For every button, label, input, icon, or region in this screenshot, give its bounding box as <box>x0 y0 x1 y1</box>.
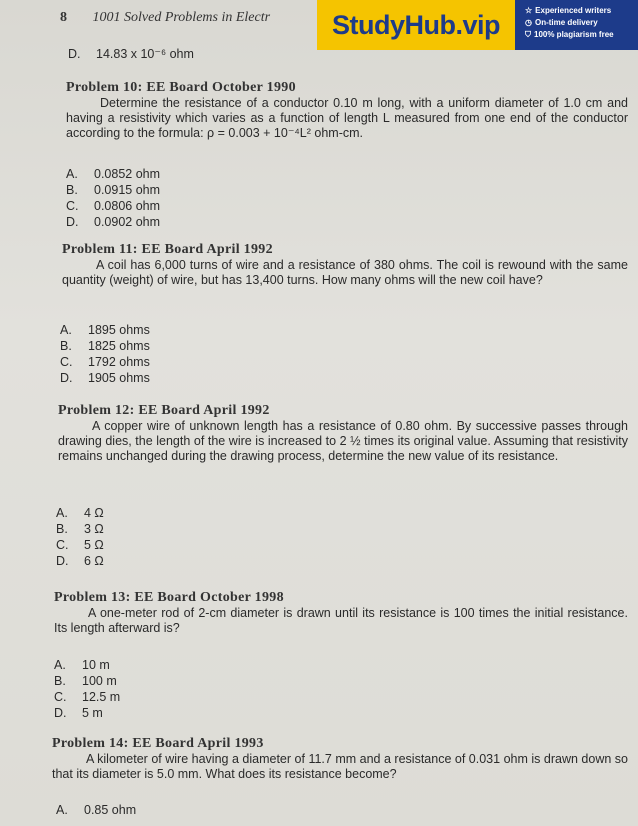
option-b: B. 3 Ω <box>56 522 104 536</box>
option-c: C. 1792 ohms <box>60 355 150 369</box>
option-d: D. 0.0902 ohm <box>66 215 161 229</box>
problem-11 <box>62 242 628 288</box>
problem-title: Problem 10: EE Board October 1990 <box>66 80 296 95</box>
option-a: A. 0.85 ohm <box>56 803 137 817</box>
problem-12 <box>58 403 628 464</box>
prev-answer-option <box>68 46 194 62</box>
problem-text: A copper wire of unknown length has a resistance of 0.80 ohm. By successive passes through drawing dies, the length of the wire is increased to 2 ½ times its original value. Assuming that resistivity remains unchanged during the drawing process, determine the new value of its resistance. <box>58 419 628 463</box>
problem-text: A kilometer of wire having a diameter of 11.7 mm and a resistance of 0.031 ohm is drawn down so that its diameter is 5.0 mm. What does its resistance become? <box>52 752 628 781</box>
problem-title: Problem 14: EE Board April 1993 <box>52 736 264 751</box>
option-a: A. 1895 ohms <box>60 323 150 337</box>
option-b: B. 1825 ohms <box>60 339 150 353</box>
brand-logo[interactable]: StudyHub.vip <box>317 0 515 50</box>
option-c: C. 12.5 m <box>54 690 121 704</box>
clock-icon: ◷ <box>525 18 532 27</box>
option-letter: D. <box>68 47 81 61</box>
feature-item: ☆ Experienced writers <box>525 6 612 15</box>
star-icon: ☆ <box>525 6 533 15</box>
problem-text: Determine the resistance of a conductor 0.10 m long, with a uniform diameter of 1.0 cm and having a resistivity which varies as a function of length L measured from one end of the conductor according to the formula: ρ = 0.003 + 10⁻⁴L² ohm-cm. <box>66 96 628 140</box>
feature-item: ◷ On-time delivery <box>525 18 598 27</box>
option-b: B. 100 m <box>54 674 117 688</box>
problem-title: Problem 11: EE Board April 1992 <box>62 242 273 257</box>
option-a: A. 4 Ω <box>56 506 104 520</box>
option-b: B. 0.0915 ohm <box>66 183 161 197</box>
book-title: 1001 Solved Problems in Electr <box>92 10 271 25</box>
option-c: C. 0.0806 ohm <box>66 199 161 213</box>
option-a: A. 0.0852 ohm <box>66 167 161 181</box>
problem-14-options <box>56 802 136 818</box>
problem-13 <box>54 590 628 636</box>
problem-13-options <box>54 657 120 721</box>
studyhub-banner[interactable] <box>317 0 638 50</box>
problem-11-options <box>60 322 150 386</box>
feature-item: ⛉ 100% plagiarism free <box>525 30 614 39</box>
problem-text: A one-meter rod of 2-cm diameter is drawn until its resistance is 100 times the initial resistance. Its length afterward is? <box>54 606 628 635</box>
option-a: A. 10 m <box>54 658 110 672</box>
option-text: 14.83 x 10⁻⁶ ohm <box>96 47 194 61</box>
problem-14 <box>52 736 628 782</box>
problem-10-options <box>66 166 160 230</box>
feature-list <box>515 0 638 50</box>
option-d: D. 5 m <box>54 706 103 720</box>
option-d: D. 1905 ohms <box>60 371 150 385</box>
problem-title: Problem 13: EE Board October 1998 <box>54 590 284 605</box>
problem-title: Problem 12: EE Board April 1992 <box>58 403 270 418</box>
option-c: C. 5 Ω <box>56 538 104 552</box>
problem-12-options <box>56 505 104 569</box>
option-d: D. 6 Ω <box>56 554 104 568</box>
problem-text: A coil has 6,000 turns of wire and a resistance of 380 ohms. The coil is rewound with the same quantity (weight) of wire, but has 13,400 turns. How many ohms will the new coil have? <box>62 258 628 287</box>
shield-icon: ⛉ <box>525 30 531 39</box>
page-header <box>60 10 270 26</box>
problem-10 <box>66 80 628 141</box>
page-number: 8 <box>60 10 67 25</box>
